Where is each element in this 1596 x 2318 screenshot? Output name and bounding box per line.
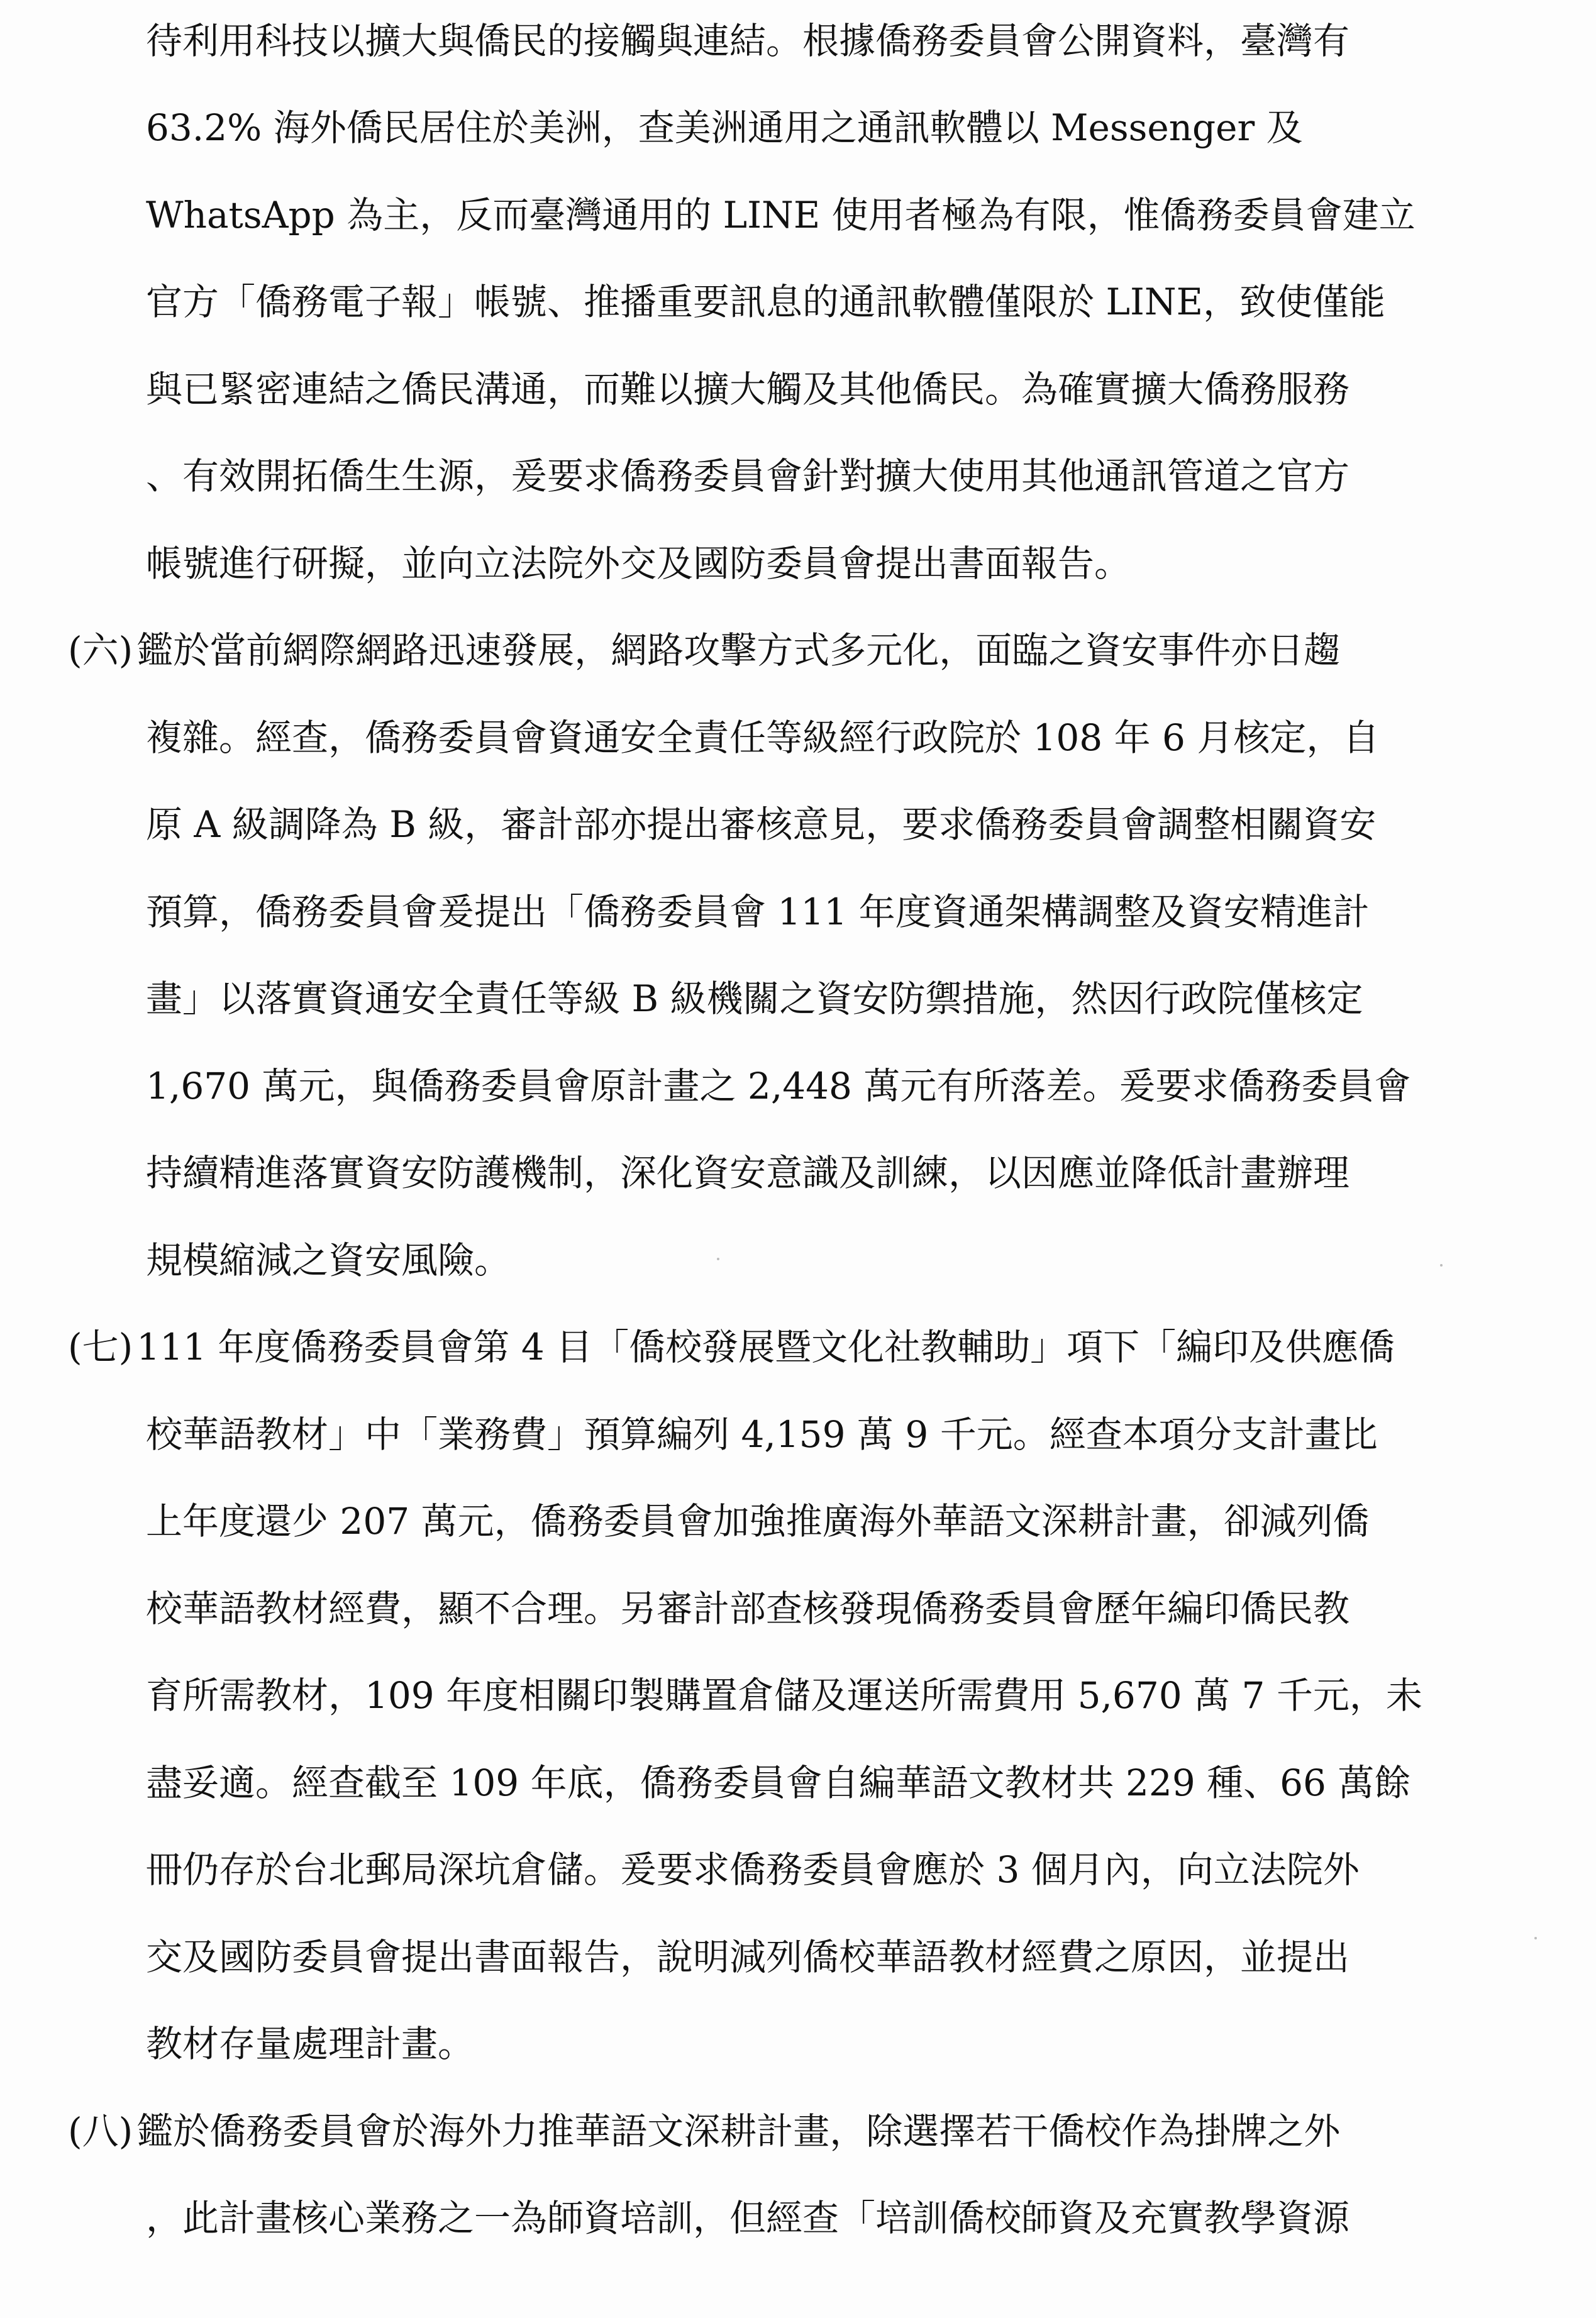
- paragraph-line: 教材存量處理計畫。: [146, 2022, 475, 2065]
- section-8-first-line: [0, 2093, 1596, 2169]
- paragraph-line: 與已緊密連結之僑民溝通，而難以擴大觸及其他僑民。為確實擴大僑務服務: [146, 368, 1350, 411]
- paragraph-line: 111 年度僑務委員會第 4 目「僑校發展暨文化社教輔助」項下「編印及供應僑: [136, 1326, 1395, 1368]
- section-marker: (六): [68, 629, 133, 672]
- paragraph-line: 待利用科技以擴大與僑民的接觸與連結。根據僑務委員會公開資料，臺灣有: [146, 19, 1350, 62]
- scan-speck: [717, 1258, 719, 1260]
- scan-speck: [1440, 1264, 1443, 1267]
- paragraph-line: 預算，僑務委員會爰提出「僑務委員會 111 年度資通架構調整及資安精進計: [146, 890, 1370, 933]
- paragraph-line: ，此計畫核心業務之一為師資培訓，但經查「培訓僑校師資及充實教學資源: [146, 2197, 1350, 2239]
- paragraph-line: 畫」以落實資通安全責任等級 B 級機關之資安防禦措施，然因行政院僅核定: [146, 977, 1363, 1020]
- scan-speck: [1534, 1937, 1537, 1939]
- section-7-first-line: [0, 1309, 1596, 1385]
- paragraph-line: 交及國防委員會提出書面報告，說明減列僑校華語教材經費之原因，並提出: [146, 1936, 1350, 1978]
- paragraph-line: 官方「僑務電子報」帳號、推播重要訊息的通訊軟體僅限於 LINE，致使僅能: [146, 280, 1385, 323]
- paragraph-line: WhatsApp 為主，反而臺灣通用的 LINE 使用者極為有限，惟僑務委員會建立: [146, 194, 1416, 236]
- paragraph-line: 盡妥適。經查截至 109 年底，僑務委員會自編華語文教材共 229 種、66 萬餘: [146, 1761, 1411, 1804]
- section-marker: (七): [68, 1326, 133, 1368]
- paragraph-line: 63.2% 海外僑民居住於美洲，查美洲通用之通訊軟體以 Messenger 及: [146, 106, 1303, 149]
- section-marker: (八): [68, 2110, 133, 2153]
- paragraph-line: 育所需教材，109 年度相關印製購置倉儲及運送所需費用 5,670 萬 7 千元，未: [146, 1674, 1422, 1717]
- section-6-first-line: [0, 613, 1596, 688]
- paragraph-line: 鑑於僑務委員會於海外力推華語文深耕計畫，除選擇若干僑校作為掛牌之外: [136, 2110, 1341, 2153]
- paragraph-line: 1,670 萬元，與僑務委員會原計畫之 2,448 萬元有所落差。爰要求僑務委員會: [146, 1065, 1411, 1107]
- paragraph-line: 校華語教材經費，顯不合理。另審計部查核發現僑務委員會歷年編印僑民教: [146, 1587, 1350, 1630]
- paragraph-line: 原 A 級調降為 B 級，審計部亦提出審核意見，要求僑務委員會調整相關資安: [146, 803, 1377, 846]
- paragraph-line: 帳號進行研擬，並向立法院外交及國防委員會提出書面報告。: [146, 542, 1131, 585]
- paragraph-line: 鑑於當前網際網路迅速發展，網路攻擊方式多元化，面臨之資安事件亦日趨: [136, 629, 1341, 672]
- paragraph-line: 持續精進落實資安防護機制，深化資安意識及訓練，以因應並降低計畫辦理: [146, 1151, 1350, 1194]
- paragraph-line: 規模縮減之資安風險。: [146, 1239, 511, 1282]
- paragraph-line: 校華語教材」中「業務費」預算編列 4,159 萬 9 千元。經查本項分支計畫比: [146, 1413, 1378, 1456]
- paragraph-line: 上年度還少 207 萬元，僑務委員會加強推廣海外華語文深耕計畫，卻減列僑: [146, 1500, 1370, 1543]
- paragraph-line: 複雜。經查，僑務委員會資通安全責任等級經行政院於 108 年 6 月核定，自: [146, 716, 1380, 759]
- paragraph-line: 、有效開拓僑生生源，爰要求僑務委員會針對擴大使用其他通訊管道之官方: [146, 455, 1350, 497]
- paragraph-line: 冊仍存於台北郵局深坑倉儲。爰要求僑務委員會應於 3 個月內，向立法院外: [146, 1848, 1360, 1891]
